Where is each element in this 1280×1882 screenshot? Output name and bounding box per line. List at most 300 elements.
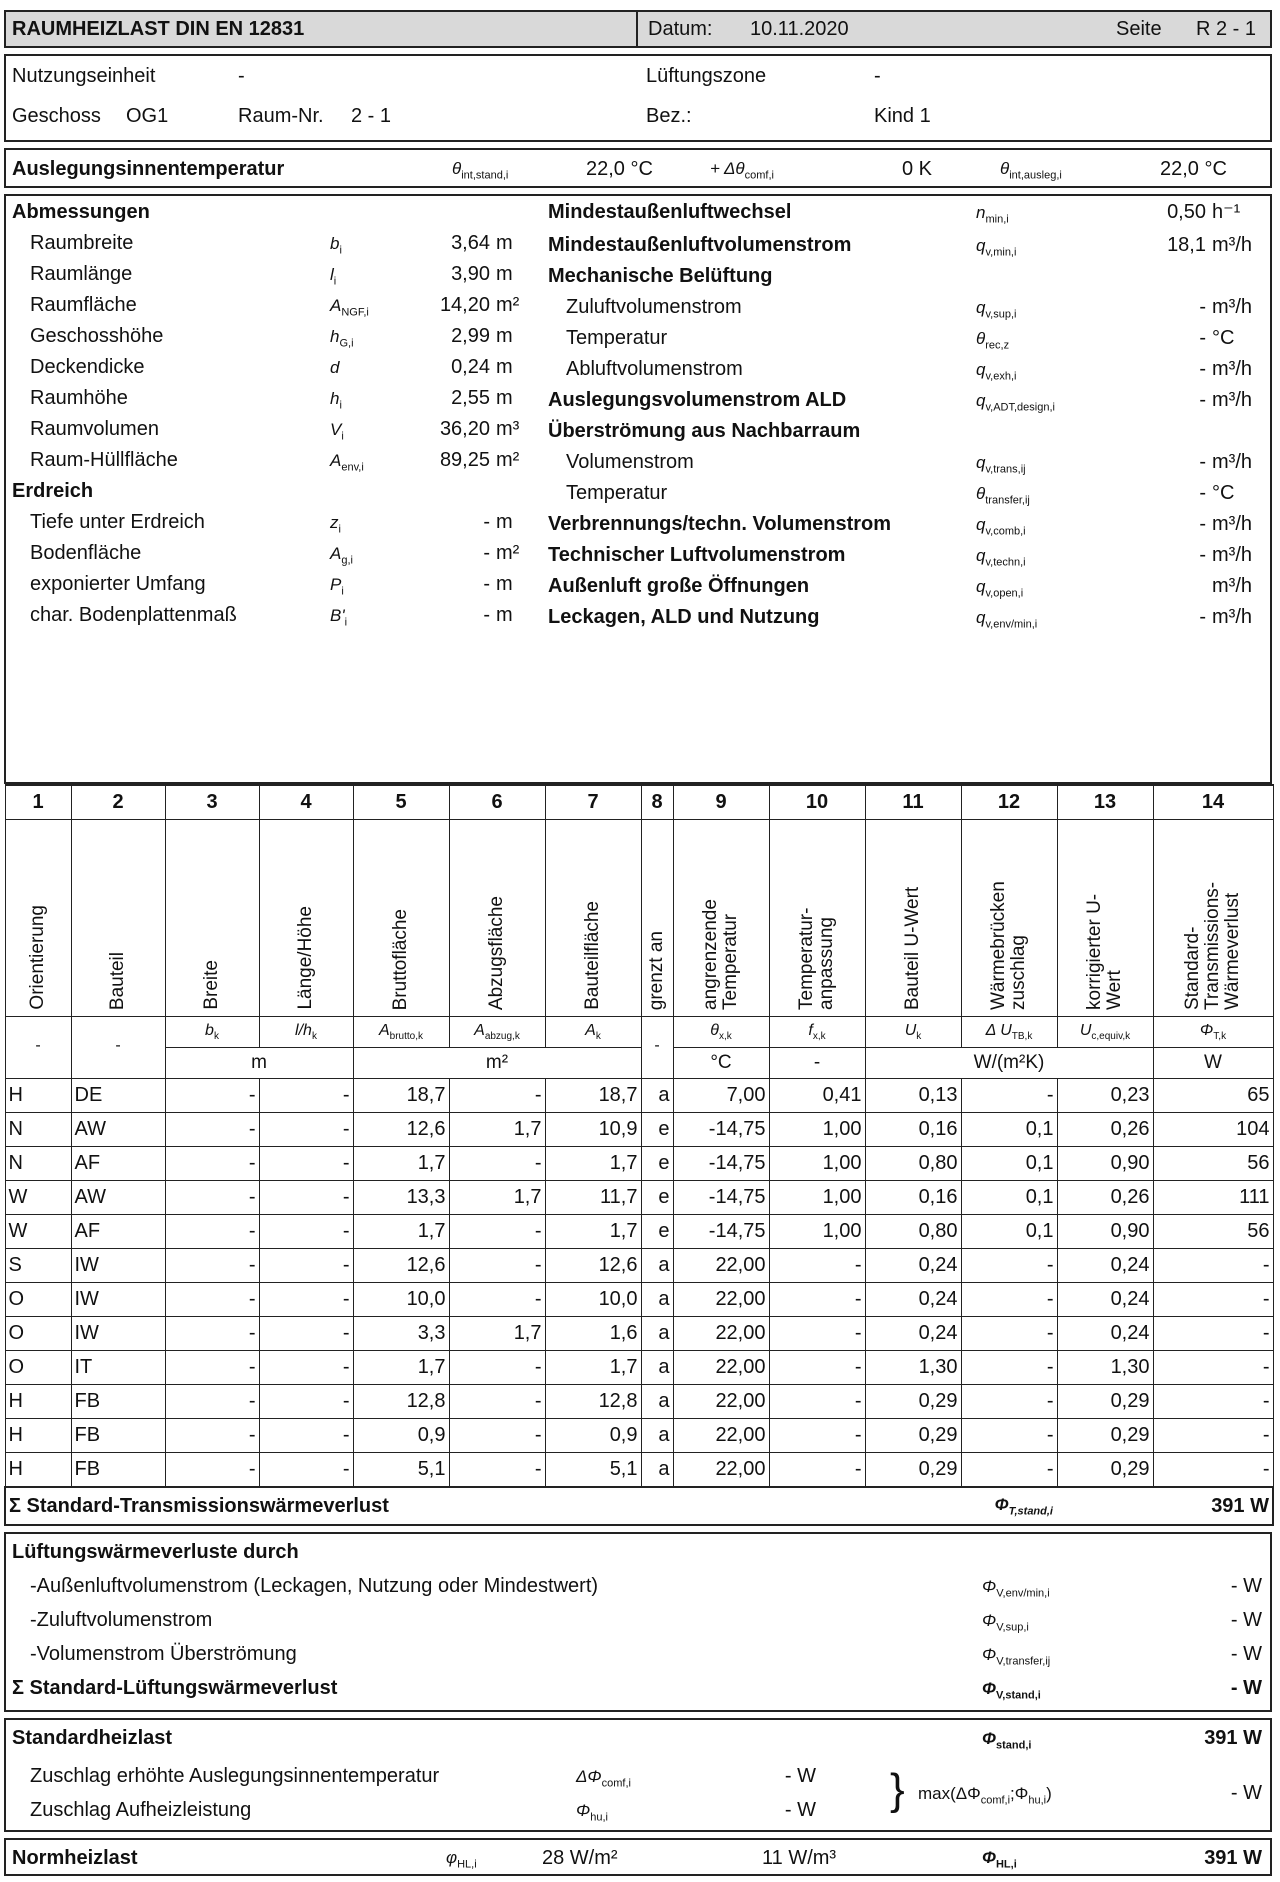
erdreich-unit: m <box>496 511 513 533</box>
column-title-cell <box>353 820 449 1017</box>
lueftung-symbol: $q_{v,trans,ij}$ <box>976 453 1026 476</box>
table-cell: 1,30 <box>865 1351 961 1385</box>
column-unit-row <box>5 1048 1273 1079</box>
lueftung-symbol: $q_{v,open,i}$ <box>976 577 1024 600</box>
brace-symbol: } <box>890 1765 905 1814</box>
abmessung-value: 89,25 <box>439 449 490 471</box>
table-cell: IT <box>71 1351 165 1385</box>
unit-cell: - <box>769 1048 865 1079</box>
column-title-row <box>5 820 1273 1017</box>
table-cell: 0,24 <box>865 1317 961 1351</box>
table-cell: 22,00 <box>673 1351 769 1385</box>
auslegung-val3: 22,0 °C <box>1160 158 1227 180</box>
transmission-table <box>4 784 1274 1526</box>
table-cell: 0,16 <box>865 1113 961 1147</box>
table-cell: 0,9 <box>545 1419 641 1453</box>
table-cell: 0,26 <box>1057 1181 1153 1215</box>
bez-value: Kind 1 <box>874 105 931 127</box>
zuschlag-aufheiz-symbol: $\Phi_{hu,i}$ <box>576 1801 608 1824</box>
lueftungszone-label: Lüftungszone <box>646 65 767 87</box>
column-symbol: $b_k$ <box>165 1017 259 1048</box>
table-cell: 22,00 <box>673 1249 769 1283</box>
column-title: Temperatur-anpassung <box>796 907 837 1010</box>
table-cell: 56 <box>1153 1215 1273 1249</box>
lueftung-symbol: $q_{v,min,i}$ <box>976 236 1017 259</box>
table-cell: 1,7 <box>545 1351 641 1385</box>
lueftung-value: - <box>1199 482 1206 504</box>
column-title-cell <box>165 820 259 1017</box>
seite-value: R 2 - 1 <box>1196 18 1257 40</box>
table-cell: - <box>259 1283 353 1317</box>
table-cell: S <box>5 1249 71 1283</box>
auslegung-sym2: + $\Delta\theta_{comf,i}$ <box>710 159 774 182</box>
column-number: 12 <box>961 785 1057 820</box>
table-cell: 10,9 <box>545 1113 641 1147</box>
column-title: Bauteil U-Wert <box>902 886 923 1010</box>
table-cell: 22,00 <box>673 1385 769 1419</box>
table-cell: - <box>165 1419 259 1453</box>
table-cell: AF <box>71 1147 165 1181</box>
raumnr-label: Raum-Nr. <box>238 105 324 127</box>
column-title-cell <box>71 820 165 1017</box>
table-cell: 1,00 <box>769 1181 865 1215</box>
lueftung-symbol: $\theta_{transfer,ij}$ <box>976 484 1030 507</box>
zuschlag-comf-label: Zuschlag erhöhte Auslegungsinnentemperatur <box>30 1765 440 1787</box>
table-cell: - <box>259 1079 353 1113</box>
zuschlag-comf-value: - W <box>784 1765 816 1787</box>
abmessung-unit: m <box>496 232 513 254</box>
table-cell: 0,9 <box>353 1419 449 1453</box>
normheizlast-volume-value: 11 W/m³ <box>762 1847 837 1869</box>
table-cell: -14,75 <box>673 1113 769 1147</box>
table-cell: - <box>769 1385 865 1419</box>
standardheizlast-symbol: $\Phi_{stand,i}$ <box>982 1729 1032 1752</box>
table-cell: - <box>165 1147 259 1181</box>
table-cell: a <box>641 1351 673 1385</box>
table-cell: a <box>641 1453 673 1488</box>
table-cell: 104 <box>1153 1113 1273 1147</box>
table-row <box>5 1079 1273 1113</box>
table-cell: 1,7 <box>545 1215 641 1249</box>
table-cell: H <box>5 1385 71 1419</box>
column-symbol: - <box>71 1017 165 1079</box>
erdreich-symbol: $A_{g,i}$ <box>330 544 353 567</box>
table-cell: - <box>259 1453 353 1488</box>
raumnr-value: 2 - 1 <box>351 105 392 127</box>
lueftung-unit: m³/h <box>1212 544 1252 566</box>
table-cell: AF <box>71 1215 165 1249</box>
table-cell: - <box>449 1385 545 1419</box>
table-cell: - <box>769 1283 865 1317</box>
column-number: 13 <box>1057 785 1153 820</box>
max-expression: $\max(\Delta\Phi_{comf,i};\Phi_{hu,i})$ <box>918 1784 1052 1807</box>
normheizlast-symbol: $\Phi_{HL,i}$ <box>982 1848 1017 1871</box>
table-cell: a <box>641 1079 673 1113</box>
table-cell: a <box>641 1249 673 1283</box>
lueftung-value: - <box>1199 606 1206 628</box>
erdreich-value: - <box>483 542 490 564</box>
table-cell: 22,00 <box>673 1419 769 1453</box>
column-title: Standard-Transmissions-Wärmeverlust <box>1182 881 1243 1010</box>
erdreich-unit: m² <box>496 542 520 564</box>
table-row <box>5 1283 1273 1317</box>
table-cell: -14,75 <box>673 1181 769 1215</box>
lueftungsverlust-sum-value: - W <box>1230 1677 1262 1699</box>
abmessung-label: Raumlänge <box>30 263 133 285</box>
lueftung-symbol: $q_{v,ADT,design,i}$ <box>976 391 1055 414</box>
abmessung-symbol: $h_{G,i}$ <box>330 327 354 350</box>
table-cell: - <box>961 1453 1057 1488</box>
table-cell: -14,75 <box>673 1147 769 1181</box>
column-title: Bauteilfläche <box>582 901 603 1010</box>
lueftungszone-value: - <box>874 65 881 87</box>
table-cell: 12,8 <box>545 1385 641 1419</box>
lueftung-unit: m³/h <box>1212 358 1252 380</box>
lueftungsverlust-value: - W <box>1230 1609 1262 1631</box>
unit-cell: W/(m²K) <box>865 1048 1153 1079</box>
abmessung-label: Raumfläche <box>30 294 137 316</box>
abmessung-unit: m³ <box>496 418 520 440</box>
table-row <box>5 1351 1273 1385</box>
table-cell: 56 <box>1153 1147 1273 1181</box>
column-title-cell <box>769 820 865 1017</box>
column-title-cell <box>961 820 1057 1017</box>
table-cell: 12,6 <box>545 1249 641 1283</box>
abmessung-label: Raumhöhe <box>30 387 128 409</box>
column-symbol: $\Phi_{T,k}$ <box>1153 1017 1273 1048</box>
table-cell: 0,26 <box>1057 1113 1153 1147</box>
abmessung-label: Raumvolumen <box>30 418 159 440</box>
erdreich-value: - <box>483 511 490 533</box>
column-symbol: $\theta_{x,k}$ <box>673 1017 769 1048</box>
lueftungsverlust-label: -Volumenstrom Überströmung <box>30 1643 297 1665</box>
zuschlag-aufheiz-label: Zuschlag Aufheizleistung <box>30 1799 252 1821</box>
lueftung-value: - <box>1199 544 1206 566</box>
table-cell: AW <box>71 1113 165 1147</box>
table-cell: 0,24 <box>1057 1317 1153 1351</box>
table-cell: 3,3 <box>353 1317 449 1351</box>
table-cell: - <box>769 1249 865 1283</box>
lueftung-unit: m³/h <box>1212 451 1252 473</box>
standardheizlast-value: 391 W <box>1204 1727 1262 1749</box>
erdreich-title: Erdreich <box>12 480 94 502</box>
abmessung-label: Raumbreite <box>30 232 134 254</box>
abmessung-label: Raum-Hüllfläche <box>30 449 178 471</box>
lueftung-unit: °C <box>1212 482 1235 504</box>
table-row <box>5 1215 1273 1249</box>
max-value: - W <box>1230 1782 1262 1804</box>
column-number: 1 <box>5 785 71 820</box>
table-cell: - <box>1153 1385 1273 1419</box>
table-cell: O <box>5 1317 71 1351</box>
lueftung-value: - <box>1199 358 1206 380</box>
table-cell: - <box>961 1249 1057 1283</box>
table-cell: - <box>165 1283 259 1317</box>
lueftung-label: Mindestaußenluftwechsel <box>548 201 792 223</box>
table-cell: - <box>769 1351 865 1385</box>
table-cell: 111 <box>1153 1181 1273 1215</box>
lueftung-label: Mindestaußenluftvolumenstrom <box>548 234 852 256</box>
lueftung-label: Überströmung aus Nachbarraum <box>548 420 861 442</box>
column-title: Abzugsfläche <box>486 895 507 1010</box>
normheizlast-value: 391 W <box>1204 1847 1262 1869</box>
table-cell: 10,0 <box>545 1283 641 1317</box>
table-cell: 0,1 <box>961 1181 1057 1215</box>
table-cell: 10,0 <box>353 1283 449 1317</box>
erdreich-label: Bodenfläche <box>30 542 142 564</box>
table-cell: H <box>5 1079 71 1113</box>
table-cell: e <box>641 1147 673 1181</box>
table-cell: - <box>259 1317 353 1351</box>
heizlast-sheet <box>4 10 1272 1876</box>
abmessung-label: Deckendicke <box>30 356 145 378</box>
standardheizlast-label: Standardheizlast <box>12 1727 173 1749</box>
abmessungen-section <box>4 194 1272 784</box>
abmessung-label: Geschosshöhe <box>30 325 164 347</box>
table-cell: AW <box>71 1181 165 1215</box>
auslegung-sym3: $\theta_{int,ausleg,i}$ <box>1000 159 1062 182</box>
table-cell: 0,16 <box>865 1181 961 1215</box>
table-cell: - <box>449 1283 545 1317</box>
nutzung-section <box>4 54 1272 142</box>
abmessung-unit: m <box>496 356 513 378</box>
erdreich-value: - <box>483 573 490 595</box>
lueftung-label: Volumenstrom <box>566 451 694 473</box>
abmessung-value: 3,64 <box>451 232 490 254</box>
lueftung-unit: m³/h <box>1212 389 1252 411</box>
auslegung-sym1: $\theta_{int,stand,i}$ <box>452 159 509 182</box>
column-symbol: - <box>641 1017 673 1079</box>
table-cell: 0,80 <box>865 1215 961 1249</box>
table-cell: DE <box>71 1079 165 1113</box>
lueftung-unit: m³/h <box>1212 575 1252 597</box>
table-cell: 5,1 <box>545 1453 641 1488</box>
table-cell: W <box>5 1181 71 1215</box>
column-title: Orientierung <box>27 905 48 1010</box>
zuschlag-aufheiz-value: - W <box>784 1799 816 1821</box>
lueftung-label: Temperatur <box>566 327 668 349</box>
table-cell: 0,1 <box>961 1215 1057 1249</box>
abmessung-symbol: $A_{env,i}$ <box>330 451 364 474</box>
abmessung-value: 36,20 <box>439 418 490 440</box>
table-cell: - <box>449 1249 545 1283</box>
table-cell: - <box>165 1215 259 1249</box>
column-number: 3 <box>165 785 259 820</box>
table-row <box>5 1385 1273 1419</box>
lueftung-value: - <box>1199 327 1206 349</box>
normheizlast-area-value: 28 W/m² <box>542 1847 618 1869</box>
lueftungsverlust-symbol: $\Phi_{V,sup,i}$ <box>982 1611 1029 1634</box>
abmessung-symbol: $b_i$ <box>330 234 342 257</box>
zuschlag-comf-symbol: $\Delta\Phi_{comf,i}$ <box>576 1767 631 1790</box>
normheizlast-phi-symbol: $\varphi_{HL,i}$ <box>446 1848 477 1871</box>
table-cell: 0,24 <box>865 1249 961 1283</box>
table-cell: - <box>259 1351 353 1385</box>
lueftung-value: 0,50 <box>1167 201 1206 223</box>
lueftung-value: - <box>1199 451 1206 473</box>
table-cell: 18,7 <box>353 1079 449 1113</box>
lueftungsverlust-value: - W <box>1230 1643 1262 1665</box>
table-cell: - <box>259 1181 353 1215</box>
table-cell: - <box>1153 1453 1273 1488</box>
table-cell: 1,00 <box>769 1147 865 1181</box>
erdreich-symbol: $P_i$ <box>330 575 344 598</box>
table-cell: - <box>165 1079 259 1113</box>
table-cell: a <box>641 1283 673 1317</box>
table-cell: - <box>1153 1283 1273 1317</box>
table-cell: - <box>449 1147 545 1181</box>
table-cell: 22,00 <box>673 1283 769 1317</box>
table-cell: N <box>5 1113 71 1147</box>
table-cell: - <box>769 1317 865 1351</box>
unit-cell: m² <box>353 1048 641 1079</box>
lueftung-label: Leckagen, ALD und Nutzung <box>548 606 820 628</box>
lueftung-symbol: $\theta_{rec,z}$ <box>976 329 1010 352</box>
column-title: korrigierter U-Wert <box>1084 893 1125 1010</box>
abmessung-value: 14,20 <box>439 294 490 316</box>
column-symbol: Δ $U_{TB,k}$ <box>961 1017 1057 1048</box>
lueftungsverlust-sum-label: Σ Standard-Lüftungswärmeverlust <box>12 1677 338 1699</box>
erdreich-label: Tiefe unter Erdreich <box>30 511 205 533</box>
transmission-sum-label: Σ Standard-Transmissionswärmeverlust <box>5 1487 865 1525</box>
unit-cell: °C <box>673 1048 769 1079</box>
table-cell: - <box>961 1385 1057 1419</box>
column-title-cell <box>641 820 673 1017</box>
table-row <box>5 1147 1273 1181</box>
table-cell: e <box>641 1181 673 1215</box>
lueftungsverlust-value: - W <box>1230 1575 1262 1597</box>
lueftungsverluste-section <box>4 1532 1272 1712</box>
abmessung-unit: m <box>496 263 513 285</box>
lueftung-unit: °C <box>1212 327 1235 349</box>
transmission-sum-value: 391 W <box>1153 1487 1273 1525</box>
normheizlast-section <box>4 1838 1272 1876</box>
lueftung-symbol: $n_{min,i}$ <box>976 203 1009 226</box>
table-cell: 0,29 <box>1057 1453 1153 1488</box>
table-cell: - <box>165 1317 259 1351</box>
table-cell: 12,6 <box>353 1249 449 1283</box>
lueftung-value: - <box>1199 389 1206 411</box>
column-symbol: $U_k$ <box>865 1017 961 1048</box>
column-title-cell <box>1153 820 1273 1017</box>
lueftung-label: Zuluftvolumenstrom <box>566 296 742 318</box>
column-title: Bauteil <box>107 951 128 1010</box>
table-cell: 0,24 <box>1057 1249 1153 1283</box>
table-cell: - <box>1153 1351 1273 1385</box>
table-cell: - <box>449 1453 545 1488</box>
column-symbol: $l/h_k$ <box>259 1017 353 1048</box>
column-title-cell <box>259 820 353 1017</box>
table-cell: - <box>259 1147 353 1181</box>
lueftung-symbol: $q_{v,comb,i}$ <box>976 515 1026 538</box>
column-title-cell <box>1057 820 1153 1017</box>
column-title-cell <box>449 820 545 1017</box>
lueftung-label: Abluftvolumenstrom <box>566 358 743 380</box>
table-cell: - <box>961 1419 1057 1453</box>
column-number: 7 <box>545 785 641 820</box>
header-bar <box>4 10 1272 48</box>
table-cell: W <box>5 1215 71 1249</box>
table-cell: - <box>769 1453 865 1488</box>
lueftung-unit: m³/h <box>1212 296 1252 318</box>
column-title: Wärmebrücken zuschlag <box>988 881 1029 1010</box>
abmessung-symbol: d <box>330 358 340 377</box>
table-cell: 5,1 <box>353 1453 449 1488</box>
lueftungsverlust-sum-symbol: $\Phi_{V,stand,i}$ <box>982 1679 1041 1702</box>
table-cell: - <box>961 1351 1057 1385</box>
abmessung-unit: m <box>496 325 513 347</box>
lueftung-label: Auslegungsvolumenstrom ALD <box>548 389 847 411</box>
table-cell: 0,41 <box>769 1079 865 1113</box>
table-cell: 0,1 <box>961 1113 1057 1147</box>
table-cell: 0,29 <box>865 1419 961 1453</box>
table-row <box>5 1317 1273 1351</box>
column-symbol: $f_{x,k}$ <box>769 1017 865 1048</box>
table-cell: - <box>165 1113 259 1147</box>
nutzungseinheit-label: Nutzungseinheit <box>12 65 156 87</box>
table-cell: 1,00 <box>769 1113 865 1147</box>
table-cell: - <box>259 1249 353 1283</box>
lueftung-value: - <box>1199 296 1206 318</box>
auslegung-label: Auslegungsinnentemperatur <box>12 158 285 180</box>
table-cell: - <box>449 1079 545 1113</box>
geschoss-label: Geschoss <box>12 105 101 127</box>
column-title: angrenzende Temperatur <box>700 899 741 1010</box>
erdreich-symbol: $z_i$ <box>330 513 341 536</box>
unit-cell: W <box>1153 1048 1273 1079</box>
column-title-cell <box>673 820 769 1017</box>
column-title-cell <box>5 820 71 1017</box>
table-cell: O <box>5 1283 71 1317</box>
table-cell: 0,24 <box>1057 1283 1153 1317</box>
table-cell: 13,3 <box>353 1181 449 1215</box>
table-cell: 7,00 <box>673 1079 769 1113</box>
table-cell: 1,7 <box>449 1113 545 1147</box>
table-cell: 0,29 <box>1057 1385 1153 1419</box>
column-number: 5 <box>353 785 449 820</box>
table-cell: e <box>641 1215 673 1249</box>
column-symbol: $A_k$ <box>545 1017 641 1048</box>
table-row <box>5 1249 1273 1283</box>
transmission-sum-symbol: $\Phi_{T,stand,i}$ <box>865 1487 1153 1525</box>
table-cell: - <box>1153 1249 1273 1283</box>
auslegung-val2: 0 K <box>902 158 933 180</box>
table-cell: 0,29 <box>865 1453 961 1488</box>
table-cell: 0,1 <box>961 1147 1057 1181</box>
table-cell: -14,75 <box>673 1215 769 1249</box>
table-cell: 22,00 <box>673 1317 769 1351</box>
column-number: 9 <box>673 785 769 820</box>
seite-label: Seite <box>1116 18 1162 40</box>
lueftung-value: 18,1 <box>1167 234 1206 256</box>
table-cell: - <box>449 1351 545 1385</box>
lueftung-symbol: $q_{v,sup,i}$ <box>976 298 1017 321</box>
table-cell: 65 <box>1153 1079 1273 1113</box>
column-number: 2 <box>71 785 165 820</box>
lueftung-unit: h⁻¹ <box>1212 201 1241 223</box>
lueftungsverlust-symbol: $\Phi_{V,env/min,i}$ <box>982 1577 1050 1600</box>
table-cell: - <box>961 1079 1057 1113</box>
column-symbol: $A_{abzug,k}$ <box>449 1017 545 1048</box>
abmessungen-title: Abmessungen <box>12 201 150 223</box>
auslegung-val1: 22,0 °C <box>586 158 653 180</box>
table-cell: - <box>449 1419 545 1453</box>
table-cell: 22,00 <box>673 1453 769 1488</box>
nutzungseinheit-value: - <box>238 65 245 87</box>
table-cell: a <box>641 1385 673 1419</box>
table-cell: - <box>165 1249 259 1283</box>
abmessung-value: 2,55 <box>451 387 490 409</box>
